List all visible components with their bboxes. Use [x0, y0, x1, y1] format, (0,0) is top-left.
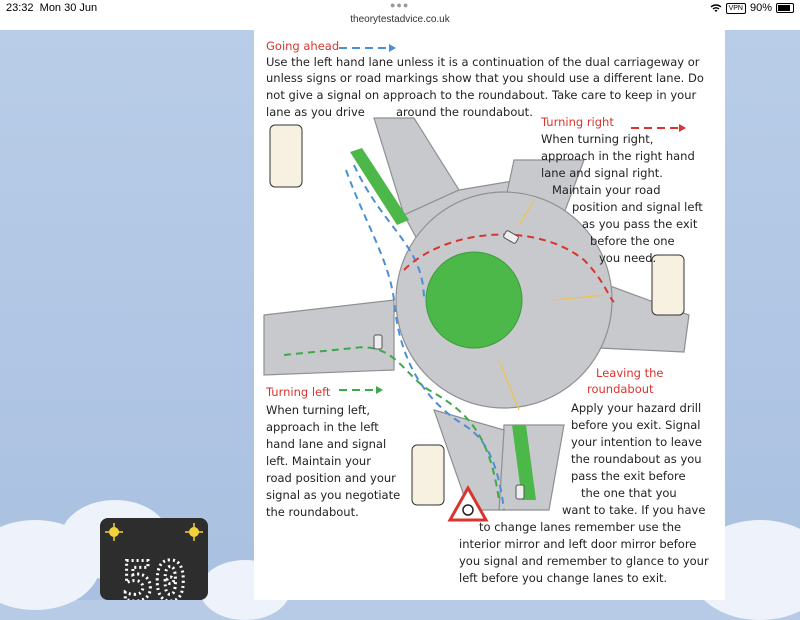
address-url[interactable]: theorytestadvice.co.uk [350, 14, 450, 25]
speed-sign-number: 50 [121, 550, 187, 600]
turning-right-line: position and signal left [572, 200, 703, 214]
turning-right-line: When turning right, [541, 132, 654, 146]
leaving-line: the one that you [581, 486, 677, 500]
turning-right-line: approach in the right hand [541, 149, 695, 163]
leaving-line: left before you change lanes to exit. [459, 571, 668, 585]
turning-left-line: left. Maintain your [266, 454, 371, 468]
leaving-line: Apply your hazard drill [571, 401, 702, 415]
leaving-line: your intention to leave [571, 435, 702, 449]
battery-icon [776, 3, 794, 13]
battery-percent: 90% [749, 2, 772, 14]
status-indicators [710, 2, 794, 14]
going-ahead-line: lane as you drive [266, 105, 365, 119]
turning-left-line: road position and your [266, 471, 396, 485]
status-bar [0, 0, 800, 30]
turning-left-line: hand lane and signal [266, 437, 387, 451]
car-icon [652, 255, 684, 315]
leaving-title: roundabout [587, 382, 654, 396]
turning-left-line: approach in the left [266, 420, 379, 434]
leaving-line: interior mirror and left door mirror before [459, 537, 697, 551]
content-page [254, 30, 725, 600]
speed-sign-graphic [100, 518, 208, 600]
speed-sign [100, 518, 208, 600]
turning-left-title: Turning left [266, 385, 331, 399]
central-island [426, 252, 522, 348]
leaving-line: want to take. If you have [562, 503, 706, 517]
going-ahead-line: Use the left hand lane unless it is a continuation of the dual carriageway or [266, 55, 700, 69]
leaving-line: you signal and remember to glance to your [459, 554, 709, 568]
turning-left-line: When turning left, [266, 403, 371, 417]
going-ahead-line: around the roundabout. [396, 105, 533, 119]
turning-right-line: before the one [590, 234, 675, 248]
turning-left-line: signal as you negotiate [266, 488, 401, 502]
leaving-line: to change lanes remember use the [479, 520, 682, 534]
car-icon [270, 125, 302, 187]
status-time: 23:32 Mon 30 Jun [6, 2, 98, 14]
car-icon [412, 445, 444, 505]
turning-left-line: the roundabout. [266, 505, 359, 519]
leaving-line: pass the exit before [571, 469, 686, 483]
leaving-line: the roundabout as you [571, 452, 702, 466]
turning-right-line: Maintain your road [552, 183, 661, 197]
vpn-badge: VPN [726, 3, 746, 14]
turning-right-line: you need. [599, 251, 657, 265]
wifi-icon [710, 3, 722, 13]
going-ahead-line: not give a signal on approach to the roundabout. Take care to keep in your [266, 88, 697, 102]
turning-right-line: lane and signal right. [541, 166, 663, 180]
more-dots-icon[interactable]: ●●● [390, 0, 410, 10]
leaving-line: before you exit. Signal [571, 418, 701, 432]
going-ahead-title: Going ahead [266, 39, 340, 53]
going-ahead-line: unless signs or road markings show that you should use a different lane. Do [266, 71, 704, 85]
leaving-title: Leaving the [596, 366, 664, 380]
turning-right-title: Turning right [541, 115, 614, 129]
turning-right-line: as you pass the exit [582, 217, 698, 231]
